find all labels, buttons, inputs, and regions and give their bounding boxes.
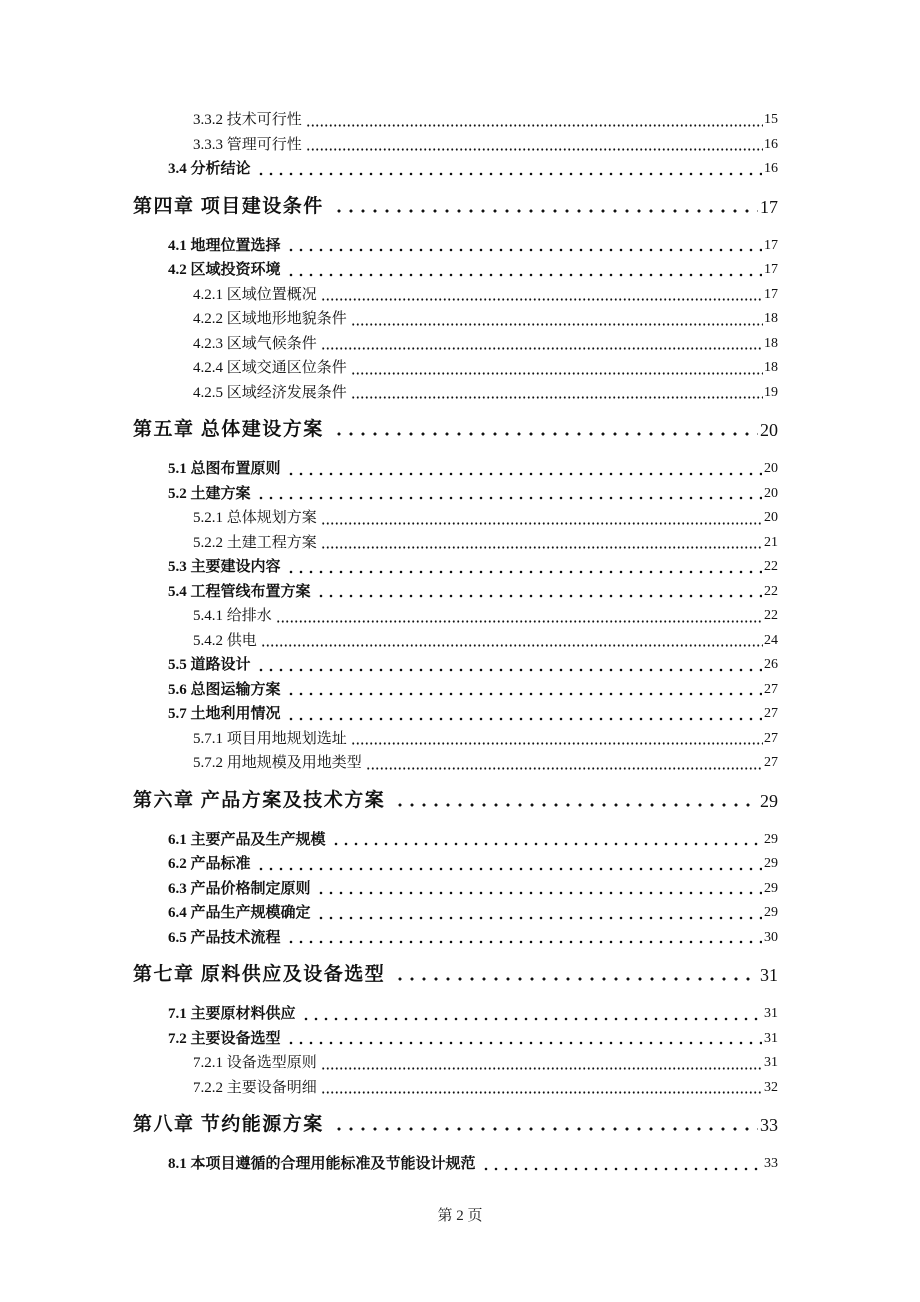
toc-entry-row[interactable] [133,283,778,308]
dot-leader [254,852,762,877]
toc-page-number: 20 [764,461,778,476]
dot-leader [254,157,762,182]
toc-page-number: 17 [764,237,778,253]
toc-page-number: 21 [764,534,778,550]
dot-leader [391,788,758,814]
toc-page-number: 20 [764,485,778,501]
toc-entry-row[interactable] [133,877,778,902]
toc-page-number: 17 [760,196,778,217]
toc-page-number: 29 [764,905,778,920]
dot-leader [275,604,763,629]
toc-entry-row[interactable] [133,926,778,951]
dot-leader [254,482,762,507]
toc-entry-label: 4.2.5 区域经济发展条件 [193,384,347,401]
toc-entry-label: 5.4.1 给排水 [193,608,272,624]
toc-entry-label: 5.3 主要建设内容 [168,559,281,575]
toc-page-number: 29 [764,831,778,847]
page-footer [0,1204,920,1225]
dot-leader [284,678,762,703]
dot-leader [350,381,763,406]
toc-entry-label: 5.4.2 供电 [193,632,257,649]
toc-page-number: 22 [764,608,778,623]
toc-page-number: 32 [764,1079,778,1095]
dot-leader [314,580,762,605]
toc-page-number: 29 [764,856,778,871]
dot-leader [350,356,763,381]
toc-entry-row[interactable] [133,1051,778,1076]
dot-leader [284,702,762,727]
dot-leader [299,1002,762,1027]
toc-page-number: 20 [764,510,778,525]
toc-chapter-row[interactable] [133,962,778,988]
toc-entry-row[interactable] [133,1002,778,1027]
toc-entry-row[interactable] [133,381,778,406]
toc-entry-row[interactable] [133,702,778,727]
toc-entry-label: 4.2.1 区域位置概况 [193,286,317,303]
toc-entry-row[interactable] [133,482,778,507]
toc-entry-label: 第七章 原料供应及设备选型 [133,964,386,985]
dot-leader [329,828,762,853]
toc-entry-label: 第四章 项目建设条件 [133,195,324,217]
toc-entry-row[interactable] [133,157,778,182]
toc-entry-label: 5.6 总图运输方案 [168,681,281,698]
toc-entry-label: 6.5 产品技术流程 [168,929,281,946]
dot-leader [305,133,763,158]
toc-page-number: 30 [764,929,778,945]
dot-leader [330,194,758,220]
dot-leader [284,457,762,482]
dot-leader [314,877,762,902]
toc-chapter-row[interactable] [133,788,778,814]
toc-entry-label: 5.4 工程管线布置方案 [168,583,311,600]
toc-page-number: 31 [764,1055,778,1070]
toc-entry-label: 5.7.1 项目用地规划选址 [193,730,347,747]
toc-entry-row[interactable] [133,1076,778,1101]
toc-page-number: 29 [760,790,778,811]
dot-leader [260,629,763,654]
toc-entry-label: 4.1 地理位置选择 [168,237,281,254]
toc-entry-label: 3.4 分析结论 [168,161,251,177]
toc-entry-row[interactable] [133,1152,778,1177]
toc-chapter-row[interactable] [133,194,778,220]
toc-page-number: 27 [764,681,778,697]
toc-entry-row[interactable] [133,234,778,259]
dot-leader [330,1112,758,1138]
toc-entry-label: 第八章 节约能源方案 [133,1114,324,1135]
toc-page-number: 33 [760,1115,778,1135]
toc-entry-label: 6.1 主要产品及生产规模 [168,831,326,848]
toc-entry-row[interactable] [133,852,778,877]
toc-entry-label: 5.2.1 总体规划方案 [193,510,317,526]
toc-page-number: 31 [764,1030,778,1046]
toc-entry-label: 4.2.4 区域交通区位条件 [193,360,347,376]
toc-entry-label: 3.3.3 管理可行性 [193,136,302,153]
dot-leader [320,531,763,556]
toc-page-number: 27 [764,706,778,721]
dot-leader [320,283,763,308]
toc-entry-label: 8.1 本项目遵循的合理用能标准及节能设计规范 [168,1156,476,1172]
toc-entry-row[interactable] [133,727,778,752]
toc-entry-row[interactable] [133,653,778,678]
toc-entry-label: 3.3.2 技术可行性 [193,112,302,128]
toc-page-number: 17 [764,286,778,302]
dot-leader [391,962,758,988]
dot-leader [350,727,763,752]
toc-entry-label: 5.1 总图布置原则 [168,461,281,477]
toc-entry-row[interactable] [133,580,778,605]
toc-entry-label: 5.7 土地利用情况 [168,706,281,722]
toc-entry-row[interactable] [133,828,778,853]
toc-entry-label: 7.2.1 设备选型原则 [193,1055,317,1071]
toc-entry-label: 4.2.2 区域地形地貌条件 [193,311,347,327]
toc-entry-label: 5.2 土建方案 [168,485,251,502]
dot-leader [284,926,762,951]
toc-entry-label: 6.4 产品生产规模确定 [168,905,311,921]
toc-entry-row[interactable] [133,356,778,381]
toc-entry-label: 4.2.3 区域气候条件 [193,335,317,352]
dot-leader [305,108,763,133]
toc-entry-label: 4.2 区域投资环境 [168,262,281,278]
dot-leader [350,307,763,332]
toc-page-number: 27 [764,755,778,770]
toc-page-number: 20 [760,420,778,440]
table-of-contents [133,108,778,1177]
dot-leader [320,1051,763,1076]
dot-leader [284,234,762,259]
toc-page-number: 17 [764,262,778,277]
dot-leader [284,258,762,283]
dot-leader [320,506,763,531]
toc-entry-row[interactable] [133,604,778,629]
toc-entry-row[interactable] [133,258,778,283]
toc-page-number: 24 [764,632,778,648]
dot-leader [479,1152,762,1177]
toc-entry-row[interactable] [133,751,778,776]
toc-page-number: 16 [764,136,778,152]
dot-leader [365,751,763,776]
toc-page-number: 22 [764,583,778,599]
toc-entry-row[interactable] [133,531,778,556]
toc-entry-row[interactable] [133,108,778,133]
toc-entry-label: 5.7.2 用地规模及用地类型 [193,755,362,771]
toc-entry-row[interactable] [133,307,778,332]
toc-entry-label: 7.1 主要原材料供应 [168,1006,296,1022]
toc-page-number: 16 [764,161,778,176]
toc-entry-row[interactable] [133,332,778,357]
dot-leader [254,653,762,678]
toc-entry-row[interactable] [133,1027,778,1052]
toc-page-number: 31 [764,1006,778,1021]
toc-chapter-row[interactable] [133,417,778,443]
dot-leader [330,417,758,443]
toc-page-number: 29 [764,880,778,896]
toc-page-number: 18 [764,360,778,375]
toc-page-number: 26 [764,657,778,672]
toc-page-number: 18 [764,311,778,326]
dot-leader [320,332,763,357]
toc-entry-label: 6.3 产品价格制定原则 [168,880,311,897]
toc-page-number: 22 [764,559,778,574]
toc-entry-row[interactable] [133,629,778,654]
toc-page-number: 15 [764,112,778,127]
page-number-label: 第 2 页 [437,1208,483,1224]
toc-entry-label: 5.5 道路设计 [168,657,251,673]
toc-page-number: 27 [764,730,778,746]
toc-entry-row[interactable] [133,678,778,703]
toc-entry-label: 6.2 产品标准 [168,856,251,872]
toc-page-number: 33 [764,1156,778,1171]
dot-leader [284,1027,762,1052]
toc-entry-label: 7.2 主要设备选型 [168,1030,281,1047]
toc-page-number: 18 [764,335,778,351]
toc-entry-row[interactable] [133,457,778,482]
toc-page-number: 19 [764,384,778,400]
toc-page-number: 31 [760,965,778,985]
toc-entry-label: 7.2.2 主要设备明细 [193,1079,317,1096]
toc-entry-label: 5.2.2 土建工程方案 [193,534,317,551]
toc-entry-row[interactable] [133,901,778,926]
toc-entry-row[interactable] [133,133,778,158]
toc-entry-row[interactable] [133,555,778,580]
dot-leader [320,1076,763,1101]
dot-leader [284,555,762,580]
toc-entry-label: 第六章 产品方案及技术方案 [133,789,386,811]
toc-entry-label: 第五章 总体建设方案 [133,419,324,440]
dot-leader [314,901,762,926]
toc-chapter-row[interactable] [133,1112,778,1138]
toc-entry-row[interactable] [133,506,778,531]
